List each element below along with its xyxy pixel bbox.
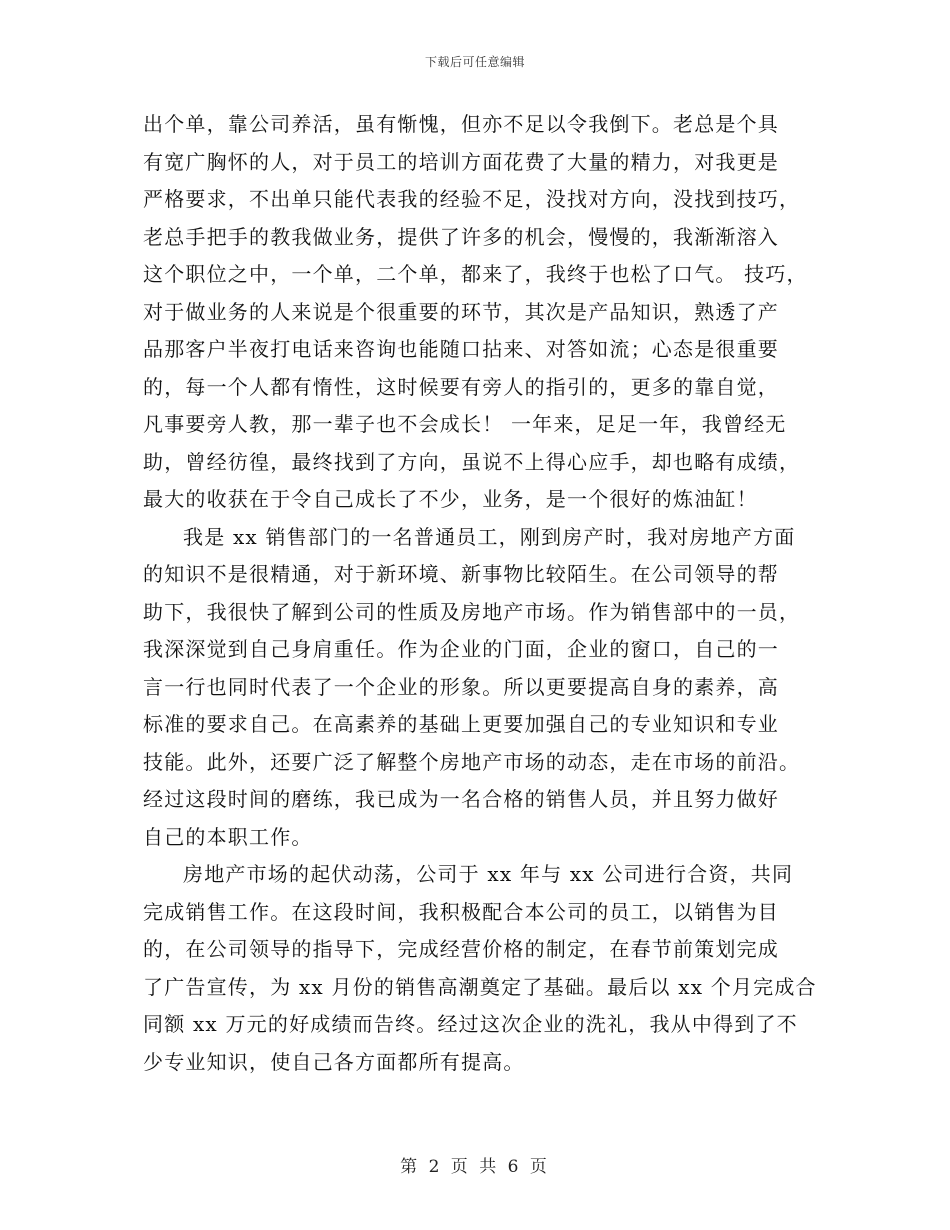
text-line: 凡事要旁人教，那一辈子也不会成长！ 一年来，足足一年，我曾经无 <box>143 412 787 436</box>
text-line: 标准的要求自己。在高素养的基础上更要加强自己的专业知识和专业 <box>143 712 779 736</box>
page-number-footer: 第 2 页 共 6 页 <box>400 1157 550 1177</box>
text-line: 严格要求，不出单只能代表我的经验不足，没找对方向，没找到技巧， <box>143 187 801 211</box>
text-line: 的知识不是很精通，对于新环境、新事物比较陌生。在公司领导的帮 <box>143 562 779 586</box>
text-line: 少专业知识，使自己各方面都所有提高。 <box>143 1049 525 1074</box>
text-line: 的，每一个人都有惰性，这时候要有旁人的指引的，更多的靠自觉， <box>143 374 779 399</box>
text-line: 言一行也同时代表了一个企业的形象。所以更要提高自身的素养，高 <box>143 674 779 699</box>
text-line: 这个职位之中，一个单，二个单，都来了，我终于也松了口气。 技巧， <box>143 262 808 286</box>
text-line: 品那客户半夜打电话来咨询也能随口拈来、对答如流；心态是很重要 <box>143 337 779 361</box>
text-line: 我深深觉到自己身肩重任。作为企业的门面，企业的窗口，自己的一 <box>143 637 779 661</box>
text-line: 助下，我很快了解到公司的性质及房地产市场。作为销售部中的一员， <box>143 599 801 624</box>
text-line: 同额 xx 万元的好成绩而告终。经过这次企业的洗礼，我从中得到了不 <box>143 1012 798 1036</box>
text-line: 对于做业务的人来说是个很重要的环节，其次是产品知识，熟透了产 <box>143 299 779 324</box>
paragraph-start-line: 房地产市场的起伏动荡，公司于 xx 年与 xx 公司进行合资，共同 <box>183 862 794 886</box>
text-line: 出个单，靠公司养活，虽有惭愧，但亦不足以令我倒下。老总是个具 <box>143 112 779 136</box>
page-header: 下载后可任意编辑 <box>424 55 525 69</box>
text-line: 自己的本职工作。 <box>143 824 313 849</box>
text-line: 技能。此外，还要广泛了解整个房地产市场的动态，走在市场的前沿。 <box>143 749 801 774</box>
text-line: 了广告宣传，为 xx 月份的销售高潮奠定了基础。最后以 xx 个月完成合 <box>143 974 817 999</box>
text-line: 经过这段时间的磨练，我已成为一名合格的销售人员，并且努力做好 <box>143 787 779 811</box>
paragraph-start-line: 我是 xx 销售部门的一名普通员工，刚到房产时，我对房地产方面 <box>183 524 796 549</box>
text-line: 有宽广胸怀的人，对于员工的培训方面花费了大量的精力，对我更是 <box>143 149 779 174</box>
text-line: 老总手把手的教我做业务，提供了许多的机会，慢慢的，我渐渐溶入 <box>143 224 779 249</box>
text-line: 最大的收获在于令自己成长了不少，业务，是一个很好的炼油缸！ <box>143 487 758 511</box>
text-line: 的，在公司领导的指导下，完成经营价格的制定，在春节前策划完成 <box>143 937 779 961</box>
text-line: 完成销售工作。在这段时间，我积极配合本公司的员工，以销售为目 <box>143 899 779 924</box>
text-line: 助，曾经彷徨，最终找到了方向，虽说不上得心应手，却也略有成绩， <box>143 449 801 474</box>
document-body <box>143 106 823 1081</box>
